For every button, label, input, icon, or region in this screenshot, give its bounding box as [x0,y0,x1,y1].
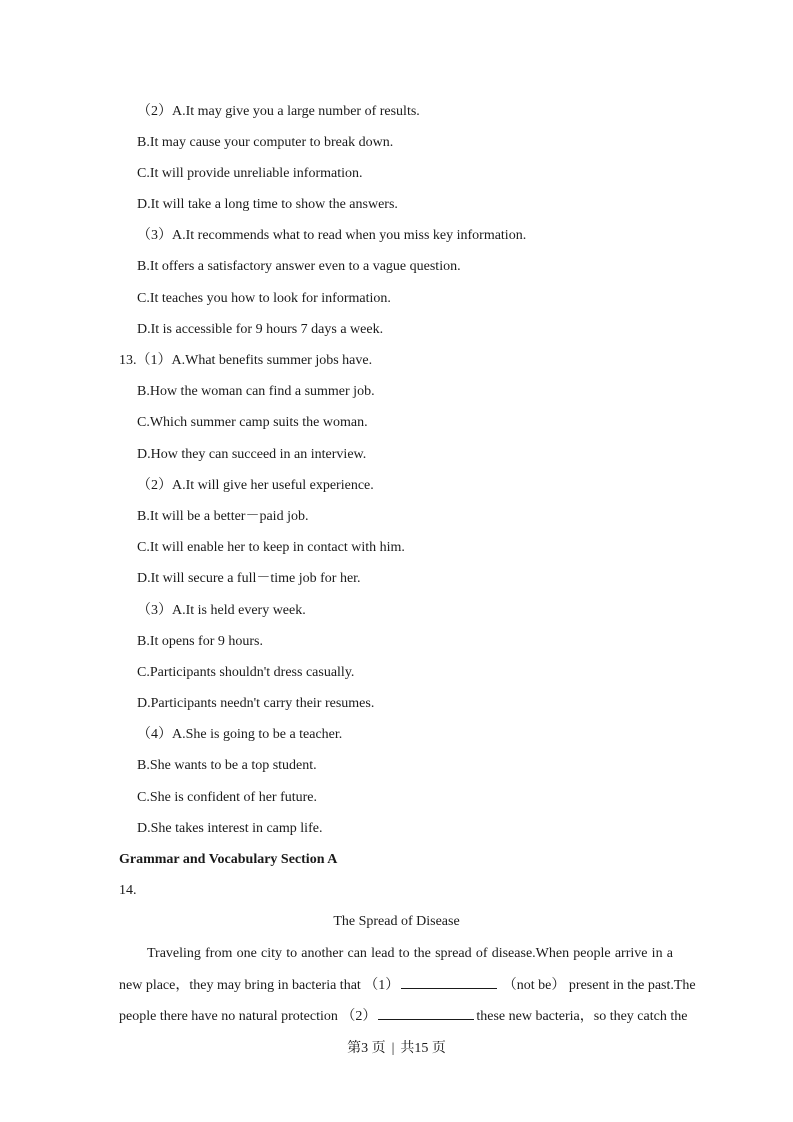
option-line: B.It will be a better－paid job. [137,509,309,524]
option-line: C.Which summer camp suits the woman. [137,415,368,430]
option-line: D.It will take a long time to show the answers. [137,197,398,212]
option-line: B.How the woman can find a summer job. [137,384,375,399]
option-line: （3）A.It is held every week. [137,603,306,618]
option-line: B.It offers a satisfactory answer even to a vague question. [137,259,461,274]
option-line: C.It will provide unreliable information. [137,166,363,181]
option-line: D.Participants needn't carry their resumes. [137,696,375,711]
passage-line-1: Traveling from one city to another can lead to the spread of disease.When people arrive in a [147,946,673,961]
passage-text: these new bacteria，so they catch the [476,1009,688,1024]
option-line: D.It is accessible for 9 hours 7 days a week. [137,322,384,337]
answer-blank-2[interactable] [378,1007,474,1020]
page-total: 共15 页 [400,1041,446,1056]
passage-line-3 [119,1007,688,1026]
option-line: （4）A.She is going to be a teacher. [137,727,343,742]
option-line: D.How they can succeed in an interview. [137,447,367,462]
question-13-line: 13.（1）A.What benefits summer jobs have. [119,353,373,368]
footer-separator: | [391,1041,395,1056]
option-line: C.It will enable her to keep in contact with him. [137,540,405,555]
option-line: B.It may cause your computer to break down. [137,135,394,150]
passage-title: The Spread of Disease [333,914,460,929]
page-footer [0,1040,793,1058]
option-line: D.It will secure a full－time job for her. [137,571,361,586]
blank-number: （1） [364,978,400,993]
option-line: D.She takes interest in camp life. [137,821,323,836]
question-number: 14. [119,883,137,898]
option-line: C.It teaches you how to look for information. [137,291,391,306]
option-line: B.It opens for 9 hours. [137,634,263,649]
section-heading: Grammar and Vocabulary Section A [119,852,338,867]
answer-blank-1[interactable] [401,976,497,989]
passage-line-2 [119,976,696,995]
page-number: 第3 页 [347,1041,386,1056]
blank-number: （2） [341,1009,377,1024]
option-line: （3）A.It recommends what to read when you miss key information. [137,228,527,243]
passage-text: present in the past.The [568,978,696,993]
passage-text: new place，they may bring in bacteria that [119,978,361,993]
option-line: （2）A.It may give you a large number of results. [137,104,420,119]
verb-hint: （not be） [502,978,566,993]
option-line: B.She wants to be a top student. [137,758,317,773]
option-line: C.Participants shouldn't dress casually. [137,665,355,680]
option-line: （2）A.It will give her useful experience. [137,478,374,493]
option-line: C.She is confident of her future. [137,790,318,805]
passage-text: people there have no natural protection [119,1009,338,1024]
